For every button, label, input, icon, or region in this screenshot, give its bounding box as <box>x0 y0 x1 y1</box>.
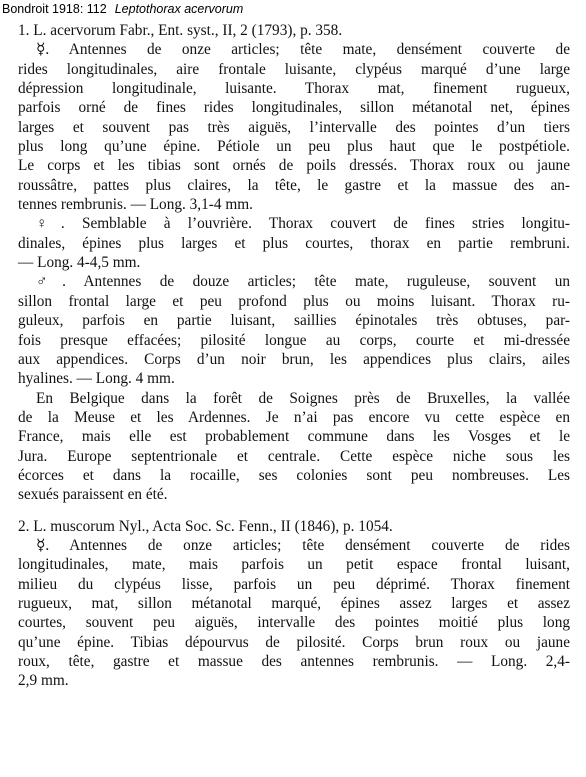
text-line: roux, tête, gastre et massue des antennes rembrunis. — Long. 2,4- <box>18 653 570 670</box>
text-line: guleux, parfois en partie luisant, saillies épinotales très obtuses, par- <box>18 312 570 330</box>
text-line: roussâtre, pattes plus claires, la tête, le gastre et la massue des an- <box>18 176 570 194</box>
species-name: Leptothorax acervorum <box>114 2 244 16</box>
document-body <box>18 21 570 691</box>
text-line: longitudinales, mate, mais parfois un petit espace frontal luisant, <box>18 556 570 574</box>
text-line: sillon frontal large et peu profond plus ou moins luisant. Thorax ru- <box>18 292 570 310</box>
text-line: hyalines. — Long. 4 mm. <box>18 370 175 388</box>
text-line: fois presque effacées; pilosité longue au corps, courte et mi-dressée <box>18 331 570 349</box>
entry-title: 2. L. muscorum Nyl., Acta Soc. Sc. Fenn., II (1846), p. 1054. <box>18 517 393 535</box>
text-line: tennes rembrunis. — Long. 3,1-4 mm. <box>18 196 253 214</box>
text-line: — Long. 4-4,5 mm. <box>18 254 141 272</box>
text-line: Jura. Europe septentrionale et centrale. Cette espèce niche sous les <box>18 447 570 465</box>
text-line: Le corps et les tibias sont ornés de poils dressés. Thorax roux ou jaune <box>18 157 570 175</box>
entry-acervorum <box>18 21 570 505</box>
text-line: ☿. Antennes de onze articles; tête mate, densément couverte de <box>36 41 570 59</box>
text-line: ♀. Semblable à l’ouvrière. Thorax couvert de fines stries longitu- <box>36 215 570 233</box>
text-line: plus long qu’une épine. Pétiole un peu plus haut que le postpétiole. <box>18 138 570 156</box>
section-gap <box>18 505 570 517</box>
text-line: courtes, souvent peu aiguës, intervalle des pointes moitié plus long <box>18 614 570 632</box>
page-header <box>2 2 243 16</box>
text-line: France, mais elle est probablement commune dans les Vosges et le <box>18 428 570 446</box>
text-line: rugueux, mat, sillon métanotal marqué, épines assez larges et assez <box>18 594 570 612</box>
text-line: parfois orné de fines rides longitudinales, sillon métanotal net, épines <box>18 99 570 117</box>
entry-title: 1. L. acervorum Fabr., Ent. syst., II, 2 (1793), p. 358. <box>18 22 343 39</box>
text-line: écorces et dans la rocaille, ses colonies sont peu nombreuses. Les <box>18 466 570 484</box>
source-citation: Bondroit 1918: 112 <box>2 2 107 16</box>
text-line: ☿. Antennes de onze articles; tête densément couverte de rides <box>36 536 570 554</box>
text-line: qu’une épine. Tibias dépourvus de pilosité. Corps brun roux ou jaune <box>18 633 570 651</box>
text-line: de la Meuse et les Ardennes. Je n’ai pas encore vu cette espèce en <box>18 408 570 426</box>
text-line: En Belgique dans la forêt de Soignes près de Bruxelles, la vallée <box>36 389 570 407</box>
text-line: dépression longitudinale, luisante. Thorax mat, finement rugueux, <box>18 80 570 98</box>
entry-muscorum <box>18 517 570 691</box>
text-line: rides longitudinales, aire frontale luisante, clypéus marqué d’une large <box>18 60 570 78</box>
text-line: dinales, épines plus larges et plus courtes, thorax en partie rembruni. <box>18 234 570 252</box>
text-line: ♂. Antennes de douze articles; tête mate, ruguleuse, souvent un <box>36 273 570 291</box>
text-line: milieu du clypéus lisse, parfois un peu déprimé. Thorax finement <box>18 575 570 593</box>
text-line: larges et souvent pas très aiguës, l’intervalle des pointes d’un tiers <box>18 118 570 136</box>
text-line: sexués paraissent en été. <box>18 486 168 504</box>
text-line: 2,9 mm. <box>18 672 69 690</box>
text-line: aux appendices. Corps d’un noir brun, les appendices plus clairs, ailes <box>18 350 570 368</box>
